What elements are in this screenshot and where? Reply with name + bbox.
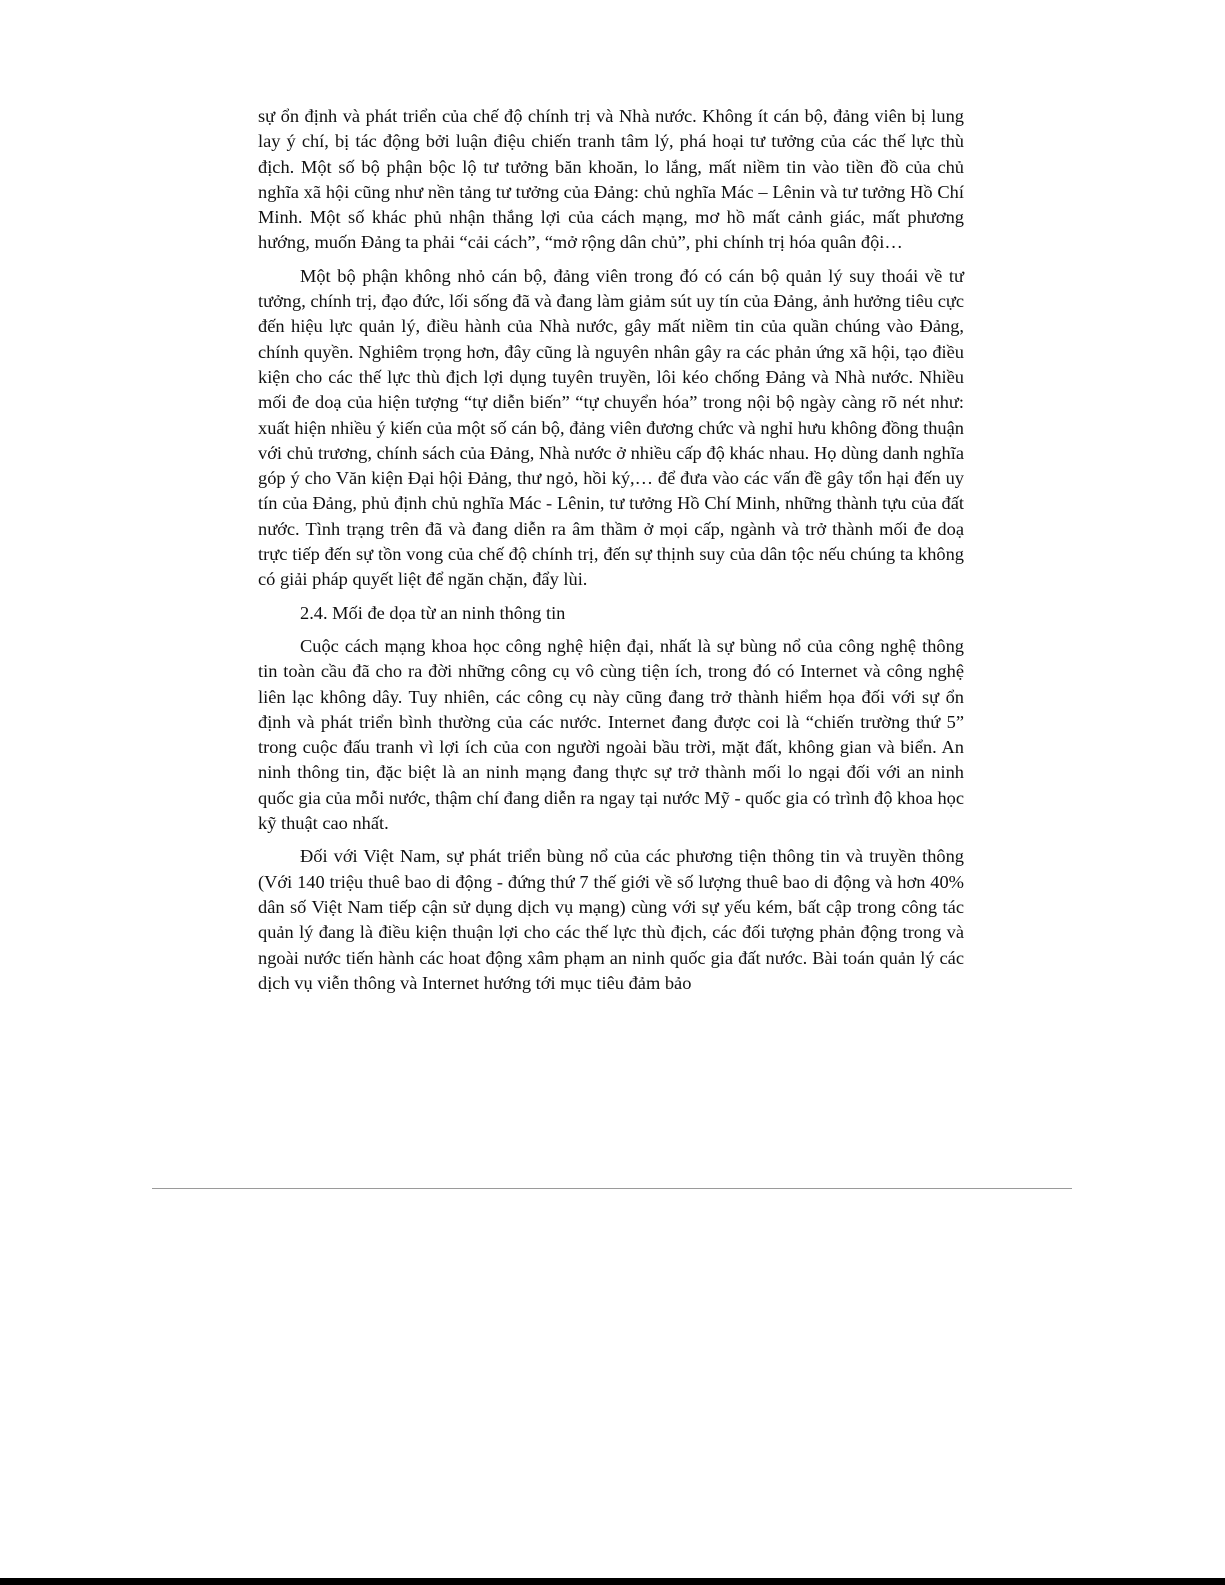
paragraph-2: Một bộ phận không nhỏ cán bộ, đảng viên trong đó có cán bộ quản lý suy thoái về tư tưởng, chính trị, đạo đức, lối sống đã và đang làm giảm sút uy tín của Đảng, ảnh hưởng tiêu cực đến hiệu lực quản lý, điều hành của Nhà nước, gây mất niềm tin của quần chúng vào Đảng, chính quyền. Nghiêm trọng hơn, đây cũng là nguyên nhân gây ra các phản ứng xã hội, tạo điều kiện cho các thế lực thù địch lợi dụng tuyên truyền, lôi kéo chống Đảng và Nhà nước. Nhiều mối đe doạ của hiện tượng “tự diễn biến” “tự chuyển hóa” trong nội bộ ngày càng rõ nét như: xuất hiện nhiều ý kiến của một số cán bộ, đảng viên đương chức và nghỉ hưu không đồng thuận với chủ trương, chính sách của Đảng, Nhà nước ở nhiều cấp độ khác nhau. Họ dùng danh nghĩa góp ý cho Văn kiện Đại hội Đảng, thư ngỏ, hồi ký,… để đưa vào các vấn đề gây tổn hại đến uy tín của Đảng, phủ định chủ nghĩa Mác - Lênin, tư tưởng Hồ Chí Minh, những thành tựu của đất nước. Tình trạng trên đã và đang diễn ra âm thầm ở mọi cấp, ngành và trở thành mối đe doạ trực tiếp đến sự tồn vong của chế độ chính trị, đến sự thịnh suy của dân tộc nếu chúng ta không có giải pháp quyết liệt để ngăn chặn, đẩy lùi. <box>258 265 964 590</box>
paragraph-1: sự ổn định và phát triển của chế độ chính trị và Nhà nước. Không ít cán bộ, đảng viên bị lung lay ý chí, bị tác động bởi luận điệu chiến tranh tâm lý, phá hoại tư tưởng của các thế lực thù địch. Một số bộ phận bộc lộ tư tưởng băn khoăn, lo lắng, mất niềm tin vào tiền đồ của chủ nghĩa xã hội cũng như nền tảng tư tưởng của Đảng: chủ nghĩa Mác – Lênin và tư tưởng Hồ Chí Minh. Một số khác phủ nhận thắng lợi của cách mạng, mơ hồ mất cảnh giác, mất phương hướng, muốn Đảng ta phải “cải cách”, “mở rộng dân chủ”, phi chính trị hóa quân đội… <box>258 106 964 253</box>
section-heading: 2.4. Mối đe dọa từ an ninh thông tin <box>300 602 566 623</box>
page-footer-rule <box>152 1188 1072 1189</box>
paragraph-3: Cuộc cách mạng khoa học công nghệ hiện đại, nhất là sự bùng nổ của công nghệ thông tin toàn cầu đã cho ra đời những công cụ vô cùng tiện ích, trong đó có Internet và công nghệ liên lạc không dây. Tuy nhiên, các công cụ này cũng đang trở thành hiểm họa đối với sự ổn định và phát triển bình thường của các nước. Internet đang được coi là “chiến trường thứ 5” trong cuộc đấu tranh vì lợi ích của con người ngoài bầu trời, mặt đất, không gian và biển. An ninh thông tin, đặc biệt là an ninh mạng đang thực sự trở thành mối lo ngại đối với an ninh quốc gia của mỗi nước, thậm chí đang diễn ra ngay tại nước Mỹ - quốc gia có trình độ khoa học kỹ thuật cao nhất. <box>258 635 964 834</box>
document-body <box>258 104 964 1004</box>
bottom-border-bar <box>0 1578 1225 1585</box>
paragraph-4: Đối với Việt Nam, sự phát triển bùng nổ của các phương tiện thông tin và truyền thông (Với 140 triệu thuê bao di động - đứng thứ 7 thế giới về số lượng thuê bao di động và hơn 40% dân số Việt Nam tiếp cận sử dụng dịch vụ mạng) cùng với sự yếu kém, bất cập trong công tác quản lý đang là điều kiện thuận lợi cho các thế lực thù địch, các đối tượng phản động trong và ngoài nước tiến hành các hoat động xâm phạm an ninh quốc gia đất nước. Bài toán quản lý các dịch vụ viễn thông và Internet hướng tới mục tiêu đảm bảo <box>258 846 964 993</box>
